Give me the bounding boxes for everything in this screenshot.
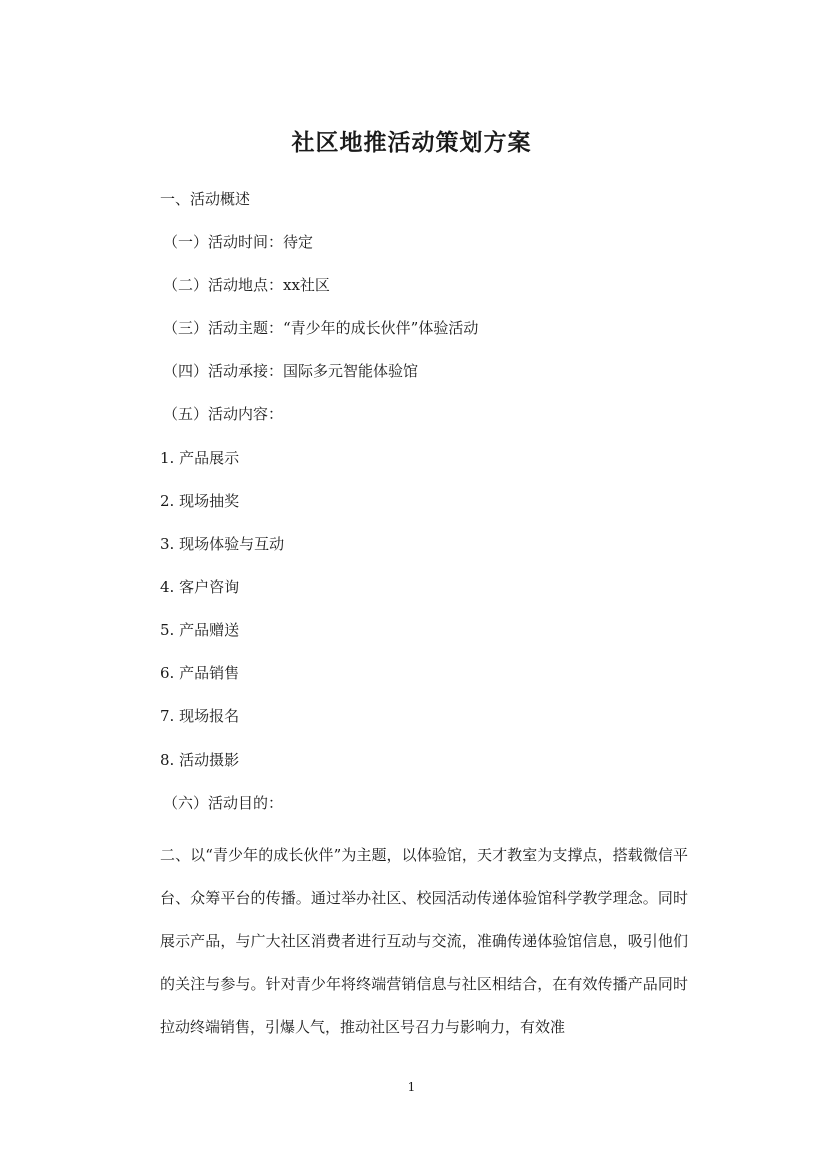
list-item: 3. 现场体验与互动 — [160, 535, 285, 553]
list-item: 6. 产品销售 — [160, 664, 240, 682]
activity-content-heading: （五）活动内容： — [163, 405, 284, 423]
list-item: 4. 客户咨询 — [160, 578, 240, 596]
list-item: 7. 现场报名 — [160, 707, 240, 725]
document-title: 社区地推活动策划方案 — [291, 129, 532, 156]
activity-location-line: （二）活动地点：xx社区 — [163, 276, 330, 294]
activity-time-line: （一）活动时间：待定 — [163, 233, 314, 251]
list-item: 1. 产品展示 — [160, 449, 240, 467]
section-heading-overview: 一、活动概述 — [160, 190, 251, 208]
activity-host-line: （四）活动承接：国际多元智能体验馆 — [163, 362, 419, 380]
paragraph-text: 二、以“青少年的成长伙伴”为主题，以体验馆，天才教室为支撑点，搭载微信平台、众筹平台的传播。通过举办社区、校园活动传递体验馆科学教学理念。同时展示产品，与广大社区消费者进行互动与交流，准确传递体验馆信息，吸引他们的关注与参与。针对青少年将终端营销信息与社区相结合，在有效传播产品同时拉动终端销售，引爆人气，推动社区号召力与影响力，有效准 — [160, 846, 688, 1036]
activity-theme-line: （三）活动主题：“青少年的成长伙伴”体验活动 — [163, 319, 479, 337]
list-item: 2. 现场抽奖 — [160, 492, 240, 510]
body-paragraph — [160, 834, 688, 1049]
list-item: 5. 产品赠送 — [160, 621, 240, 639]
activity-purpose-heading: （六）活动目的： — [163, 794, 284, 812]
list-item: 8. 活动摄影 — [160, 751, 240, 769]
page-number: 1 — [407, 1080, 416, 1094]
